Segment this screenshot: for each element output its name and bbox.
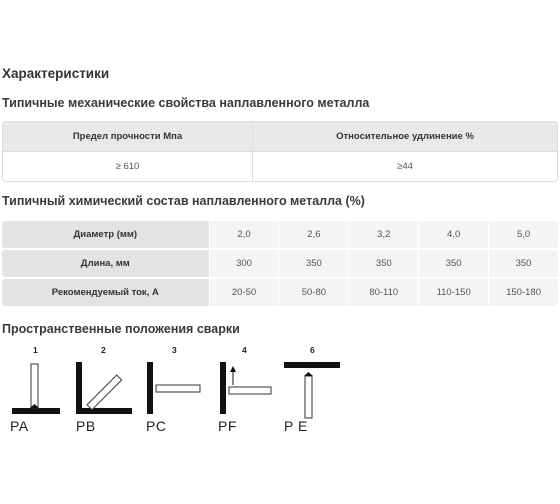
position-pa-diagram [12,364,60,414]
table-cell: 50-80 [278,279,348,306]
table-cell: 80-110 [348,279,418,306]
header-cell-elongation: Относительное удлинение % [253,122,557,152]
chemical-table [2,219,558,308]
position-number: 3 [172,345,177,355]
table-row-current [2,279,558,306]
position-pc-diagram [147,362,200,414]
table-cell: 150-180 [488,279,558,306]
table-cell: 4,0 [418,221,488,248]
position-number: 1 [33,345,38,355]
table-row [3,152,557,181]
position-code: P E [284,418,308,434]
table-cell: 300 [209,250,279,277]
table-cell: 3,2 [348,221,418,248]
table-cell: 350 [488,250,558,277]
position-pb-diagram [76,362,132,414]
row-label: Длина, мм [2,250,209,277]
value-cell-strength: ≥ 610 [3,152,253,181]
table-header-row [3,122,557,152]
table-cell: 2,0 [209,221,279,248]
table-cell: 110-150 [418,279,488,306]
table-cell: 5,0 [488,221,558,248]
position-number: 2 [101,345,106,355]
row-label: Рекомендуемый ток, А [2,279,209,306]
value-cell-elongation: ≥44 [253,152,557,181]
position-number: 6 [310,345,315,355]
table-cell: 350 [348,250,418,277]
table-row-diameter [2,221,558,248]
positions-heading: Пространственные положения сварки [2,322,240,336]
chemical-heading: Типичный химический состав наплавленного металла (%) [2,194,365,208]
row-label: Диаметр (мм) [2,221,209,248]
table-cell: 350 [418,250,488,277]
mechanical-table [2,121,558,182]
position-code: PA [10,418,29,434]
table-cell: 350 [278,250,348,277]
position-pf-diagram [220,362,271,414]
position-pe-diagram [284,362,340,418]
table-cell: 2,6 [278,221,348,248]
mechanical-heading: Типичные механические свойства наплавленного металла [2,96,370,110]
position-code: PF [218,418,237,434]
table-cell: 20-50 [209,279,279,306]
position-code: PB [76,418,96,434]
header-cell-strength: Предел прочности Мпа [3,122,253,152]
position-number: 4 [242,345,247,355]
section-title: Характеристики [2,66,110,81]
position-code: PC [146,418,167,434]
table-row-length [2,250,558,277]
